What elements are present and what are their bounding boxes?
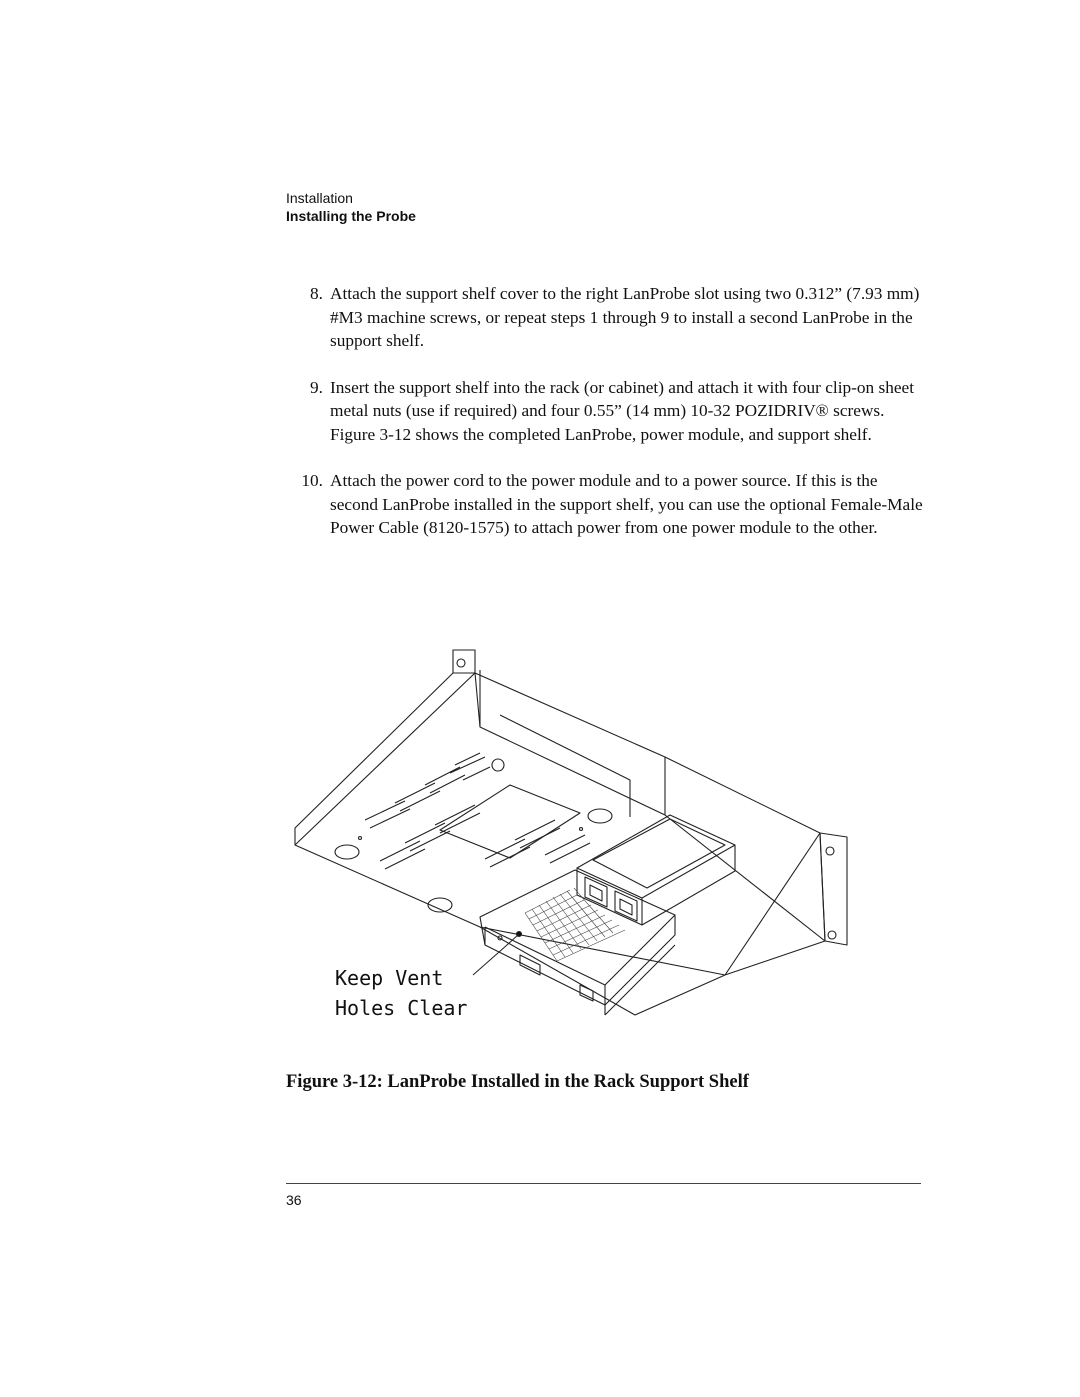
rack-shelf-illustration <box>285 645 855 1040</box>
installation-steps <box>286 282 926 563</box>
step-text: Insert the support shelf into the rack (or cabinet) and attach it with four clip-on sheet metal nuts (use if required) and four 0.55” (14 mm) 10-32 POZIDRIV® screws. Figure 3-12 shows the completed LanProbe, power module, and support shelf. <box>330 377 915 444</box>
step-text: Attach the support shelf cover to the right LanProbe slot using two 0.312” (7.93 mm) #M3 machine screws, or repeat steps 1 through 9 to install a second LanProbe in the support shelf. <box>330 284 920 350</box>
step-number: 9. <box>310 377 323 397</box>
callout-text-line2: Holes Clear <box>335 996 468 1020</box>
step-number: 10. <box>301 471 323 490</box>
step-8 <box>286 282 926 353</box>
step-10 <box>286 469 926 540</box>
page-number: 36 <box>286 1192 302 1208</box>
figure-caption: Figure 3-12: LanProbe Installed in the Rack Support Shelf <box>286 1072 749 1092</box>
running-header-subsection: Installing the Probe <box>286 208 416 224</box>
step-text: Attach the power cord to the power module and to a power source. If this is the second LanProbe installed in the support shelf, you can use the optional Female-Male Power Cable (8120-1575) to attach power from one power module to the other. <box>330 471 923 537</box>
footer-rule <box>286 1183 921 1184</box>
running-header-section: Installation <box>286 190 353 206</box>
callout-text-line1: Keep Vent <box>335 966 444 990</box>
step-9 <box>286 376 926 447</box>
step-number: 8. <box>310 284 323 303</box>
